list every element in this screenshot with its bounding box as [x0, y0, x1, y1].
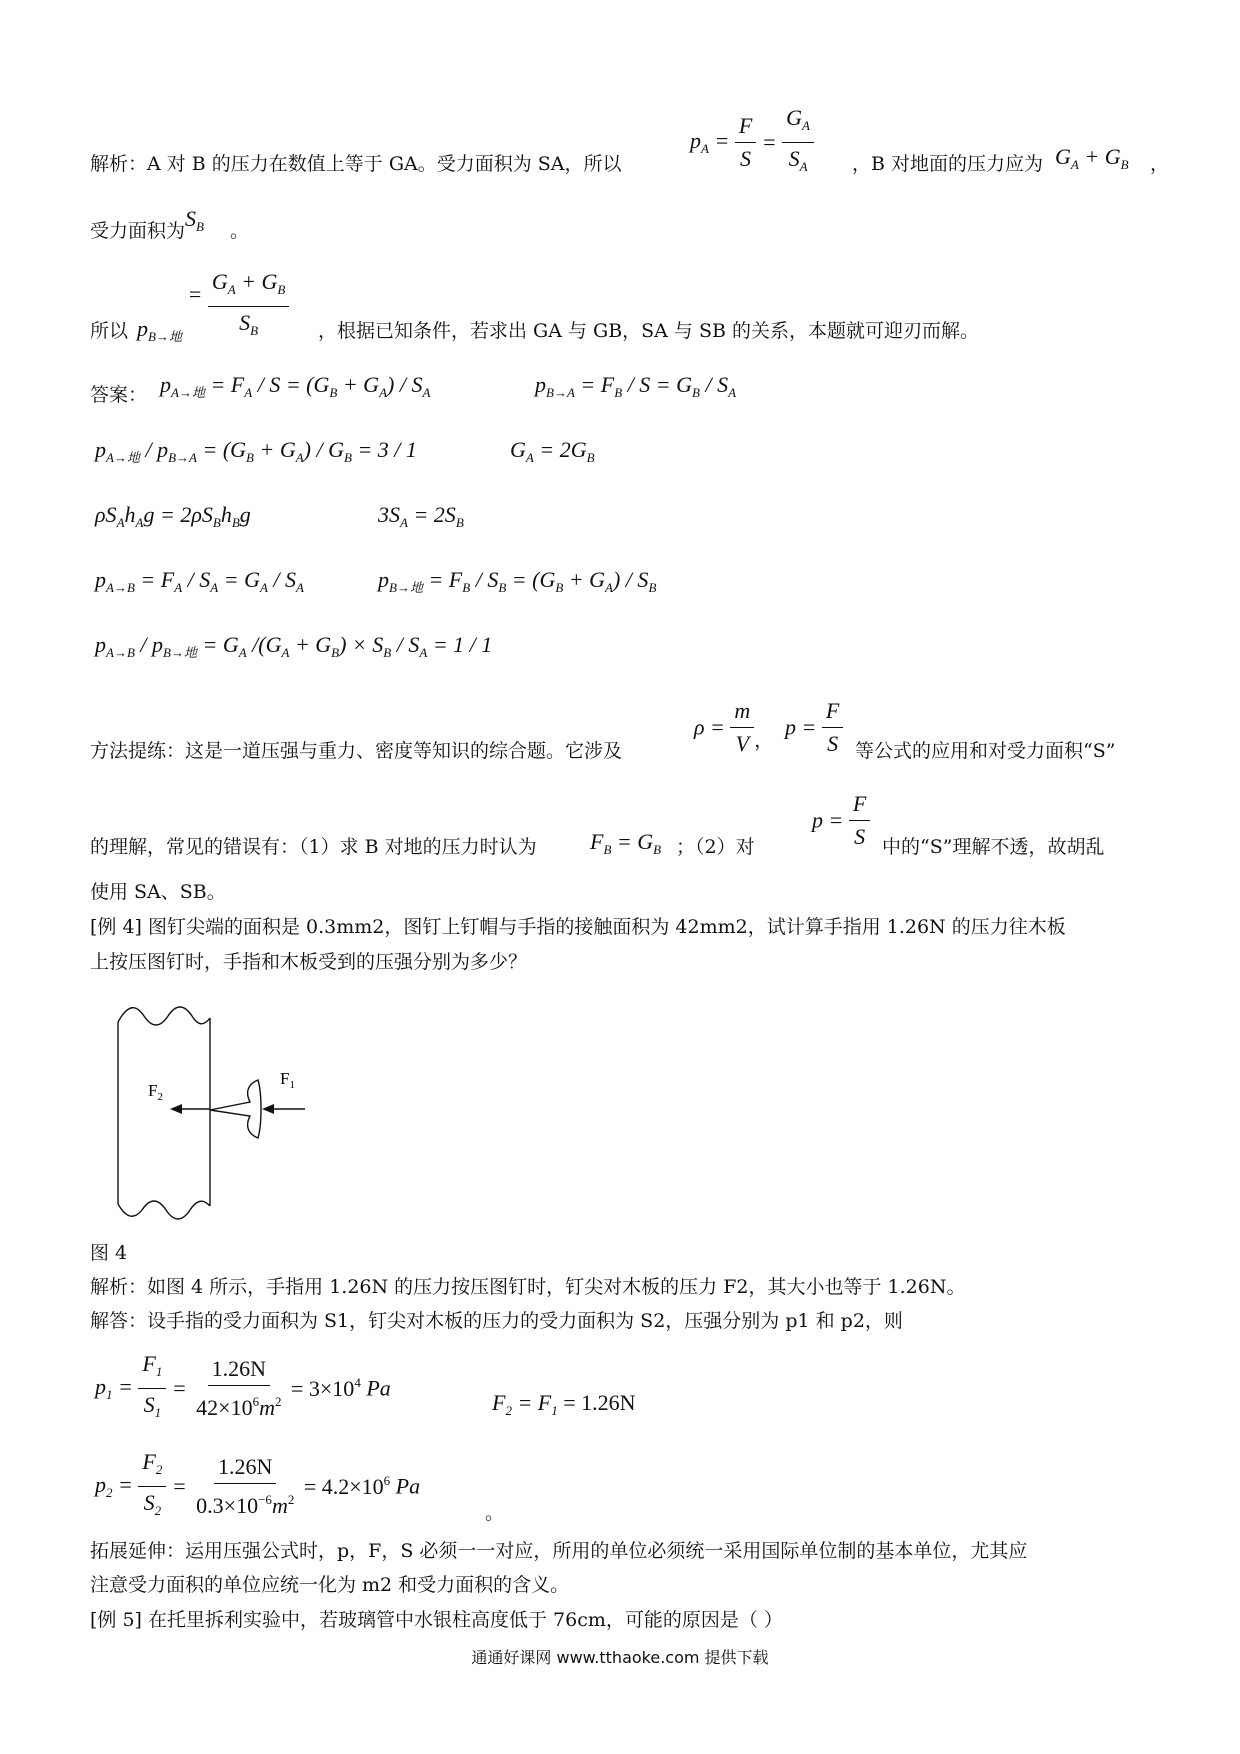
analysis-line-2b: 。: [230, 220, 250, 242]
answer-eq-5: $\rho S_Ah_Ag = 2\rho S_Bh_Bg$: [95, 502, 251, 530]
thumbtack-icon: [210, 1080, 261, 1138]
example4-line-2: 上按压图钉时，手指和木板受到的压强分别为多少？: [90, 951, 528, 973]
method-line-2: 的理解，常见的错误有：（1）求 B 对地的压力时认为: [90, 836, 537, 858]
answer-label: 答案：: [90, 384, 148, 406]
answer-eq-1: $p_{A\to 地} = F_A / S = (G_B + G_A) / S_A$: [160, 372, 431, 400]
f2-arrowhead-icon: [170, 1104, 182, 1114]
label-f2: $F_2$: [148, 1081, 163, 1103]
method-line-1: 方法提练：这是一道压强与重力、密度等知识的综合题。它涉及: [90, 740, 623, 762]
analysis-line-3b: ，根据已知条件，若求出 GA 与 GB，SA 与 SB 的关系，本题就可迎刃而解。: [318, 320, 979, 342]
formula-ga-plus-gb: $G_A + G_B$: [1055, 144, 1129, 172]
answer-eq-8: $p_{B\to 地} = F_B / S_B = (G_B + G_A) / S_B$: [378, 567, 657, 595]
method-line-2c: 中的“S”理解不透，故胡乱: [882, 836, 1105, 858]
formula-density: ρ = $\frac{m}{V}$ ，: [694, 698, 774, 756]
extension-line-2: 注意受力面积的单位应统一化为 m2 和受力面积的含义。: [90, 1574, 570, 1596]
formula-fb-gb: $F_B = G_B$: [590, 829, 662, 857]
analysis-line-1b: ，B 对地面的压力应为: [852, 153, 1044, 175]
answer-eq-7: $p_{A\to B} = F_A / S_A = G_A / S_A$: [95, 567, 304, 595]
analysis-line-1c: ，: [1150, 153, 1170, 175]
method-line-1b: 等公式的应用和对受力面积“S”: [855, 740, 1116, 762]
board-top-edge: [118, 1007, 210, 1025]
formula-pa: $p_A$ = $\frac{F}{S}$ = $\frac{G_A}{S_A}$: [690, 104, 814, 181]
figure-4-diagram: [100, 990, 330, 1225]
answer-eq-2: $p_{B\to A} = F_B / S = G_B / S_A$: [535, 372, 737, 400]
solution-eq-f2: $F_2 = F_1 = 1.26N$: [492, 1390, 636, 1418]
solution-eq-p2: $p_2$ = $\frac{F_2}{S_2}$ = $\frac{1.26N}{0.3\times 10^{-6}m^2}$ = $4.2\times 10^6$ Pa: [95, 1449, 421, 1518]
method-line-2b: ；（2）对: [676, 836, 755, 858]
analysis-line-2: 受力面积为: [90, 220, 186, 242]
solution-period: 。: [485, 1502, 505, 1524]
formula-pb-ground: $p_{B\to 地}$ = $\frac{G_A + G_B}{S_B}$: [137, 268, 289, 345]
label-f1: $F_1$: [280, 1069, 295, 1091]
example5-line: [例 5] 在托里拆利实验中，若玻璃管中水银柱高度低于 76cm，可能的原因是（ ）: [90, 1609, 783, 1631]
analysis-line-3: 所以: [90, 320, 129, 342]
analysis2-line: 解析：如图 4 所示，手指用 1.26N 的压力按压图钉时，钉尖对木板的压力 F2，其大小也等于 1.26N。: [90, 1276, 966, 1298]
figure-caption: 图 4: [90, 1242, 128, 1264]
solution-line: 解答：设手指的受力面积为 S1，钉尖对木板的压力的受力面积为 S2，压强分别为 p1 和 p2，则: [90, 1310, 903, 1332]
method-line-3: 使用 SA、SB。: [90, 881, 226, 903]
formula-pressure-2: p = $\frac{F}{S}$: [812, 790, 870, 851]
board-bottom-edge: [118, 1201, 210, 1219]
answer-eq-3: $p_{A\to 地} / p_{B\to A} = (G_B + G_A) / G_B = 3 / 1$: [95, 437, 417, 465]
answer-eq-4: $G_A = 2G_B$: [510, 437, 595, 465]
footer: 通通好课网 www.tthaoke.com 提供下载: [471, 1648, 769, 1667]
f1-arrowhead-icon: [262, 1104, 274, 1114]
analysis-line-1: 解析：A 对 B 的压力在数值上等于 GA。受力面积为 SA，所以: [90, 153, 622, 175]
example4-line-1: [例 4] 图钉尖端的面积是 0.3mm2，图钉上钉帽与手指的接触面积为 42mm2，试计算手指用 1.26N 的压力往木板: [90, 916, 1066, 938]
answer-eq-6: $3S_A = 2S_B$: [378, 502, 464, 530]
extension-line-1: 拓展延伸：运用压强公式时，p，F，S 必须一一对应，所用的单位必须统一采用国际单位制的基本单位，尤其应: [90, 1540, 1028, 1562]
solution-eq-p1: $p_1$ = $\frac{F_1}{S_1}$ = $\frac{1.26N}{42\times 10^6m^2}$ = $3\times 10^4$ Pa: [95, 1351, 391, 1420]
formula-sb: $S_B$: [185, 206, 204, 234]
formula-pressure: p = $\frac{F}{S}$: [785, 697, 843, 758]
answer-eq-9: $p_{A\to B} / p_{B\to 地} = G_A$ $/(G_A + G_B) \times S_B / S_A = 1 / 1$: [95, 632, 493, 660]
